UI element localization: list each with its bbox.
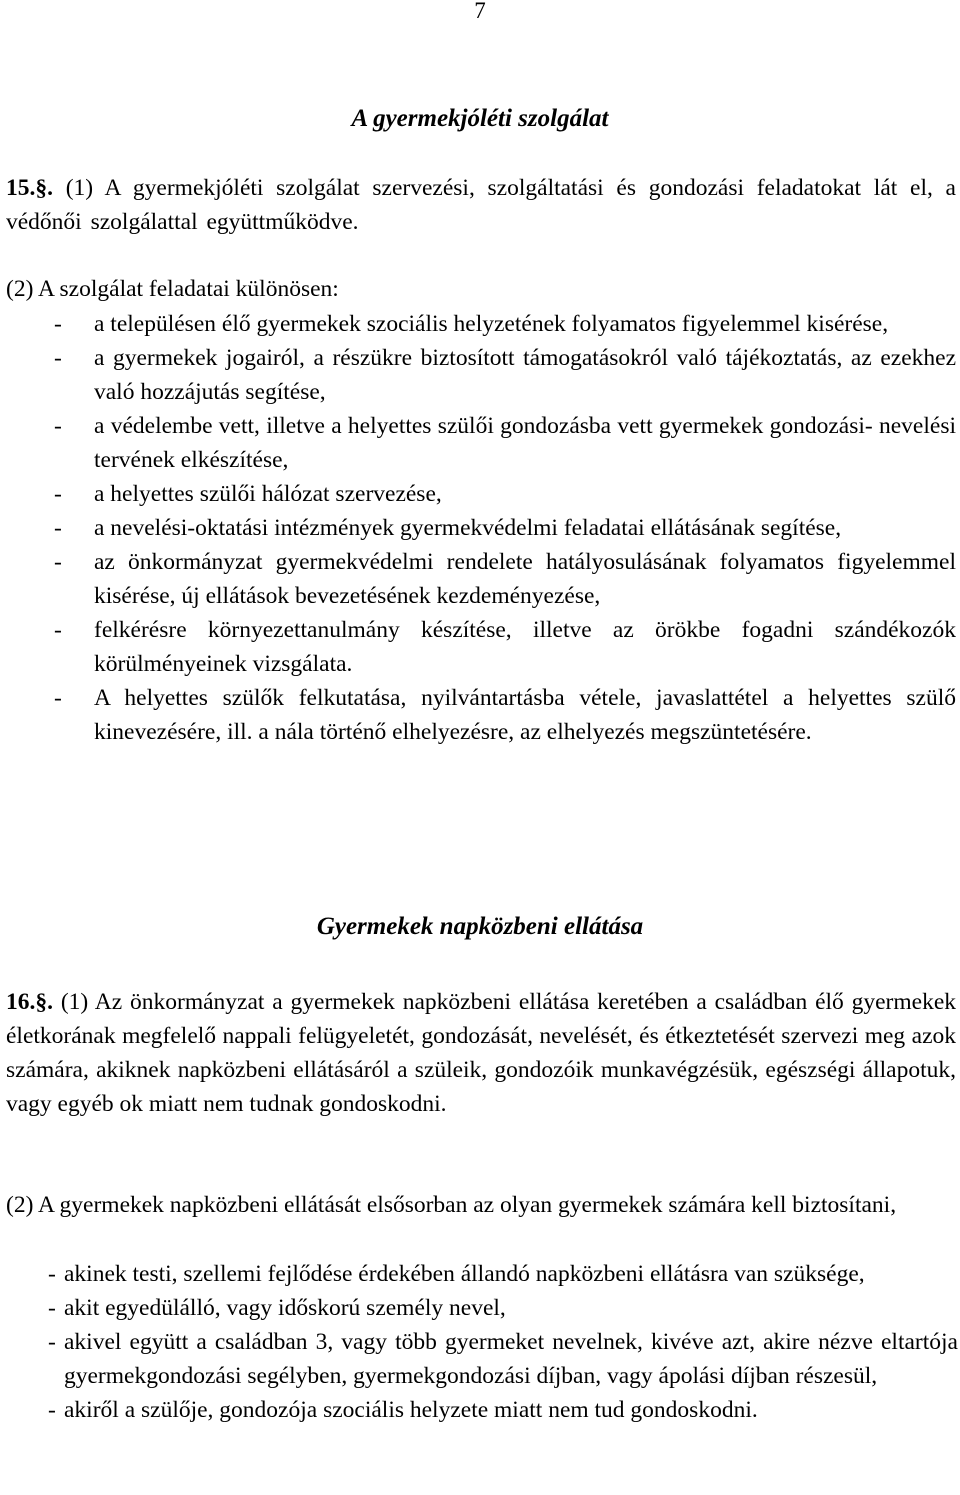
- list-item: - akiről a szülője, gondozója szociális helyzete miatt nem tud gondoskodni.: [48, 1397, 758, 1423]
- list-item: - a településen élő gyermekek szociális helyzetének folyamatos figyelemmel kisérése,: [54, 311, 889, 337]
- paragraph-text: (1) A gyermekjóléti szolgálat szervezési, szolgáltatási és gondozási feladatokat lát el, a védőnői szolgálattal együttműködve.: [6, 175, 956, 235]
- list-item: - A helyettes szülők felkutatása, nyilvántartásba vétele, javaslattétel a helyettes szülő kinevezésére, ill. a nála történő elhelyezésre, az elhelyezés megszüntetésére.: [54, 685, 956, 745]
- list-item: - akivel együtt a családban 3, vagy több gyermeket nevelnek, kivéve azt, akire nézve eltartója gyermekgondozási segélyben, gyermekgondozási díjban, vagy ápolási díjban részesül,: [48, 1329, 958, 1389]
- list-item: - a védelembe vett, illetve a helyettes szülői gondozásba vett gyermekek gondozási- nevelési tervének elkészítése,: [54, 413, 956, 473]
- section-heading-napkozbeni: Gyermekek napközbeni ellátása: [316, 913, 644, 940]
- paragraph-15-1: [6, 171, 956, 239]
- page-number: 7: [474, 0, 486, 23]
- list-item: - az önkormányzat gyermekvédelmi rendelete hatályosulásának folyamatos figyelemmel kisérése, új ellátások bevezetésének kezdeményezése,: [54, 549, 956, 609]
- paragraph-label: 15.§.: [6, 175, 53, 201]
- paragraph-16-1: [6, 985, 956, 1121]
- section-heading-gyermekjoleti: A gyermekjóléti szolgálat: [351, 105, 609, 132]
- list-item: - a nevelési-oktatási intézmények gyermekvédelmi feladatai ellátásának segítése,: [54, 515, 842, 541]
- eligibility-list: [48, 1257, 958, 1427]
- list-item: - akinek testi, szellemi fejlődése érdekében állandó napközbeni ellátásra van szüksége,: [48, 1261, 865, 1287]
- paragraph-16-2-intro: (2) A gyermekek napközbeni ellátását elsősorban az olyan gyermekek számára kell biztosítani,: [6, 1192, 897, 1218]
- list-item: - akit egyedülálló, vagy időskorú személy nevel,: [48, 1295, 506, 1321]
- list-item: - felkérésre környezettanulmány készítése, illetve az örökbe fogadni szándékozók körülményeinek vizsgálata.: [54, 617, 956, 677]
- list-item: - a helyettes szülői hálózat szervezése,: [54, 481, 442, 507]
- paragraph-text: (1) Az önkormányzat a gyermekek napközbeni ellátása keretében a családban élő gyermekek életkorának megfelelő nappali felügyeletét, gondozását, nevelését, és étkeztetését szervezi meg azok számára, akiknek napközbeni ellátásáról a szüleik, gondozóik munkavégzésük, egészségi állapotuk, vagy egyéb ok miatt nem tudnak gondoskodni.: [6, 989, 957, 1117]
- paragraph-label: 16.§.: [6, 989, 53, 1015]
- task-list: [54, 307, 956, 749]
- list-item: - a gyermekek jogairól, a részükre biztosított támogatásokról való tájékoztatás, az ezekhez való hozzájutás segítése,: [54, 345, 956, 405]
- paragraph-15-2-intro: (2) A szolgálat feladatai különösen:: [6, 276, 339, 302]
